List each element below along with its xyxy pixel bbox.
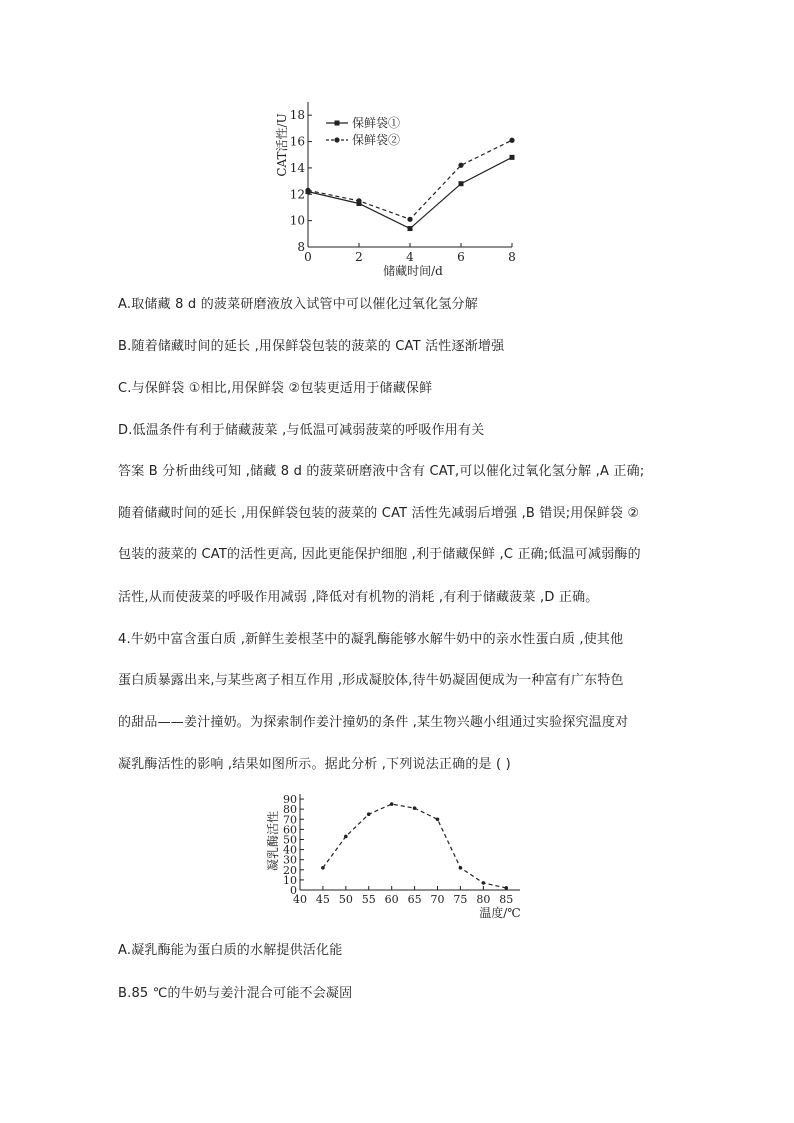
data-point-series-1 [436, 817, 440, 821]
y-tick-label: 80 [283, 803, 297, 817]
y-tick-label: 20 [283, 863, 297, 877]
data-point-series-1 [413, 806, 417, 810]
option-b-2: B.85 ℃的牛奶与姜汁混合可能不会凝固 [118, 986, 353, 1001]
x-tick-label: 8 [508, 250, 516, 264]
data-point-series-1 [367, 812, 371, 816]
x-tick-label: 65 [407, 893, 422, 906]
answer-line-1: 答案 B 分析曲线可知 ,储藏 8 d 的菠菜研磨液中含有 CAT,可以催化过氧化氢分解 ,A 正确; [118, 464, 645, 479]
y-tick-label: 8 [297, 240, 305, 254]
answer-line-3: 包装的菠菜的 CAT的活性更高, 因此更能保护细胞 ,利于储藏保鲜 ,C 正确;低温可减弱酶的 [118, 547, 641, 562]
y-tick-label: 10 [283, 873, 297, 887]
x-tick-label: 75 [453, 893, 468, 906]
x-tick-label: 45 [315, 893, 330, 906]
series-line-1 [323, 804, 506, 888]
y-tick-label: 30 [283, 853, 297, 867]
x-tick-label: 55 [361, 893, 376, 906]
x-tick-label: 80 [476, 893, 491, 906]
legend-label-bag2: 保鲜袋② [352, 133, 401, 147]
option-d-1: D.低温条件有利于储藏菠菜 ,与低温可减弱菠菜的呼吸作用有关 [118, 423, 485, 438]
y-tick-label: 18 [289, 108, 305, 123]
data-point-series-1 [482, 881, 486, 885]
cat-activity-chart [0, 0, 794, 290]
data-point-series-1 [504, 886, 508, 890]
question-4-line-4: 凝乳酶活性的影响 ,结果如图所示。据此分析 ,下列说法正确的是 ( ) [118, 757, 511, 772]
x-tick-label: 2 [355, 250, 363, 264]
x-tick-label: 0 [304, 250, 312, 264]
x-tick-label: 70 [430, 893, 445, 906]
option-a-2: A.凝乳酶能为蛋白质的水解提供活化能 [118, 943, 343, 958]
y-axis-label: 凝乳酶活性 [266, 810, 280, 872]
question-4-line-2: 蛋白质暴露出来,与某些离子相互作用 ,形成凝胶体,待牛奶凝固便成为一种富有广东特色 [118, 673, 624, 688]
x-tick-label: 40 [293, 893, 307, 906]
y-tick-label: 10 [289, 213, 305, 228]
y-tick-label: 12 [289, 187, 305, 202]
y-axis-label: CAT活性/U [275, 113, 289, 177]
data-point-series-2 [305, 188, 310, 193]
option-a-1: A.取储藏 8 d 的菠菜研磨液放入试管中可以催化过氧化氢分解 [118, 297, 478, 312]
answer-line-4: 活性,从而使菠菜的呼吸作用减弱 ,降低对有机物的消耗 ,有利于储藏菠菜 ,D 正确。 [118, 590, 599, 605]
y-tick-label: 0 [290, 884, 297, 897]
y-tick-label: 14 [289, 160, 305, 175]
data-point-series-2 [509, 138, 514, 143]
data-point-series-1 [459, 866, 463, 870]
x-tick-label: 60 [384, 893, 399, 906]
y-tick-label: 60 [283, 823, 297, 837]
option-c-1: C.与保鲜袋 ①相比,用保鲜袋 ②包装更适用于储藏保鲜 [118, 381, 433, 396]
data-point-series-1 [459, 181, 464, 186]
option-b-1: B.随着储藏时间的延长 ,用保鲜袋包装的菠菜的 CAT 活性逐渐增强 [118, 339, 505, 354]
question-4-line-3: 的甜品——姜汁撞奶。为探索制作姜汁撞奶的条件 ,某生物兴趣小组通过实验探究温度对 [118, 715, 629, 730]
x-axis-label: 温度/℃ [479, 906, 521, 920]
y-tick-label: 90 [283, 793, 297, 807]
series-line-2 [308, 140, 512, 219]
data-point-series-2 [407, 217, 412, 222]
legend-label-bag1: 保鲜袋① [352, 116, 401, 130]
x-tick-label: 50 [338, 893, 353, 906]
y-tick-label: 70 [283, 813, 297, 827]
y-tick-label: 40 [283, 843, 297, 857]
data-point-series-1 [390, 802, 394, 806]
x-tick-label: 4 [406, 250, 414, 264]
data-point-series-2 [458, 163, 463, 168]
answer-line-2: 随着储藏时间的延长 ,用保鲜袋包装的菠菜的 CAT 活性先减弱后增强 ,B 错误;用保鲜袋 ② [118, 506, 640, 521]
data-point-series-2 [356, 198, 361, 203]
y-tick-label: 16 [289, 134, 305, 149]
data-point-series-1 [321, 866, 325, 870]
y-tick-label: 50 [283, 833, 297, 847]
data-point-series-1 [510, 155, 515, 160]
rennet-activity-chart [0, 780, 794, 930]
x-tick-label: 85 [499, 893, 514, 906]
data-point-series-1 [344, 835, 348, 839]
data-point-series-1 [408, 226, 413, 231]
legend [326, 115, 400, 147]
x-tick-label: 6 [457, 250, 465, 264]
question-4-line-1: 4.牛奶中富含蛋白质 ,新鲜生姜根茎中的凝乳酶能够水解牛奶中的亲水性蛋白质 ,使其他 [118, 632, 624, 647]
x-axis-label: 储藏时间/d [383, 264, 443, 278]
